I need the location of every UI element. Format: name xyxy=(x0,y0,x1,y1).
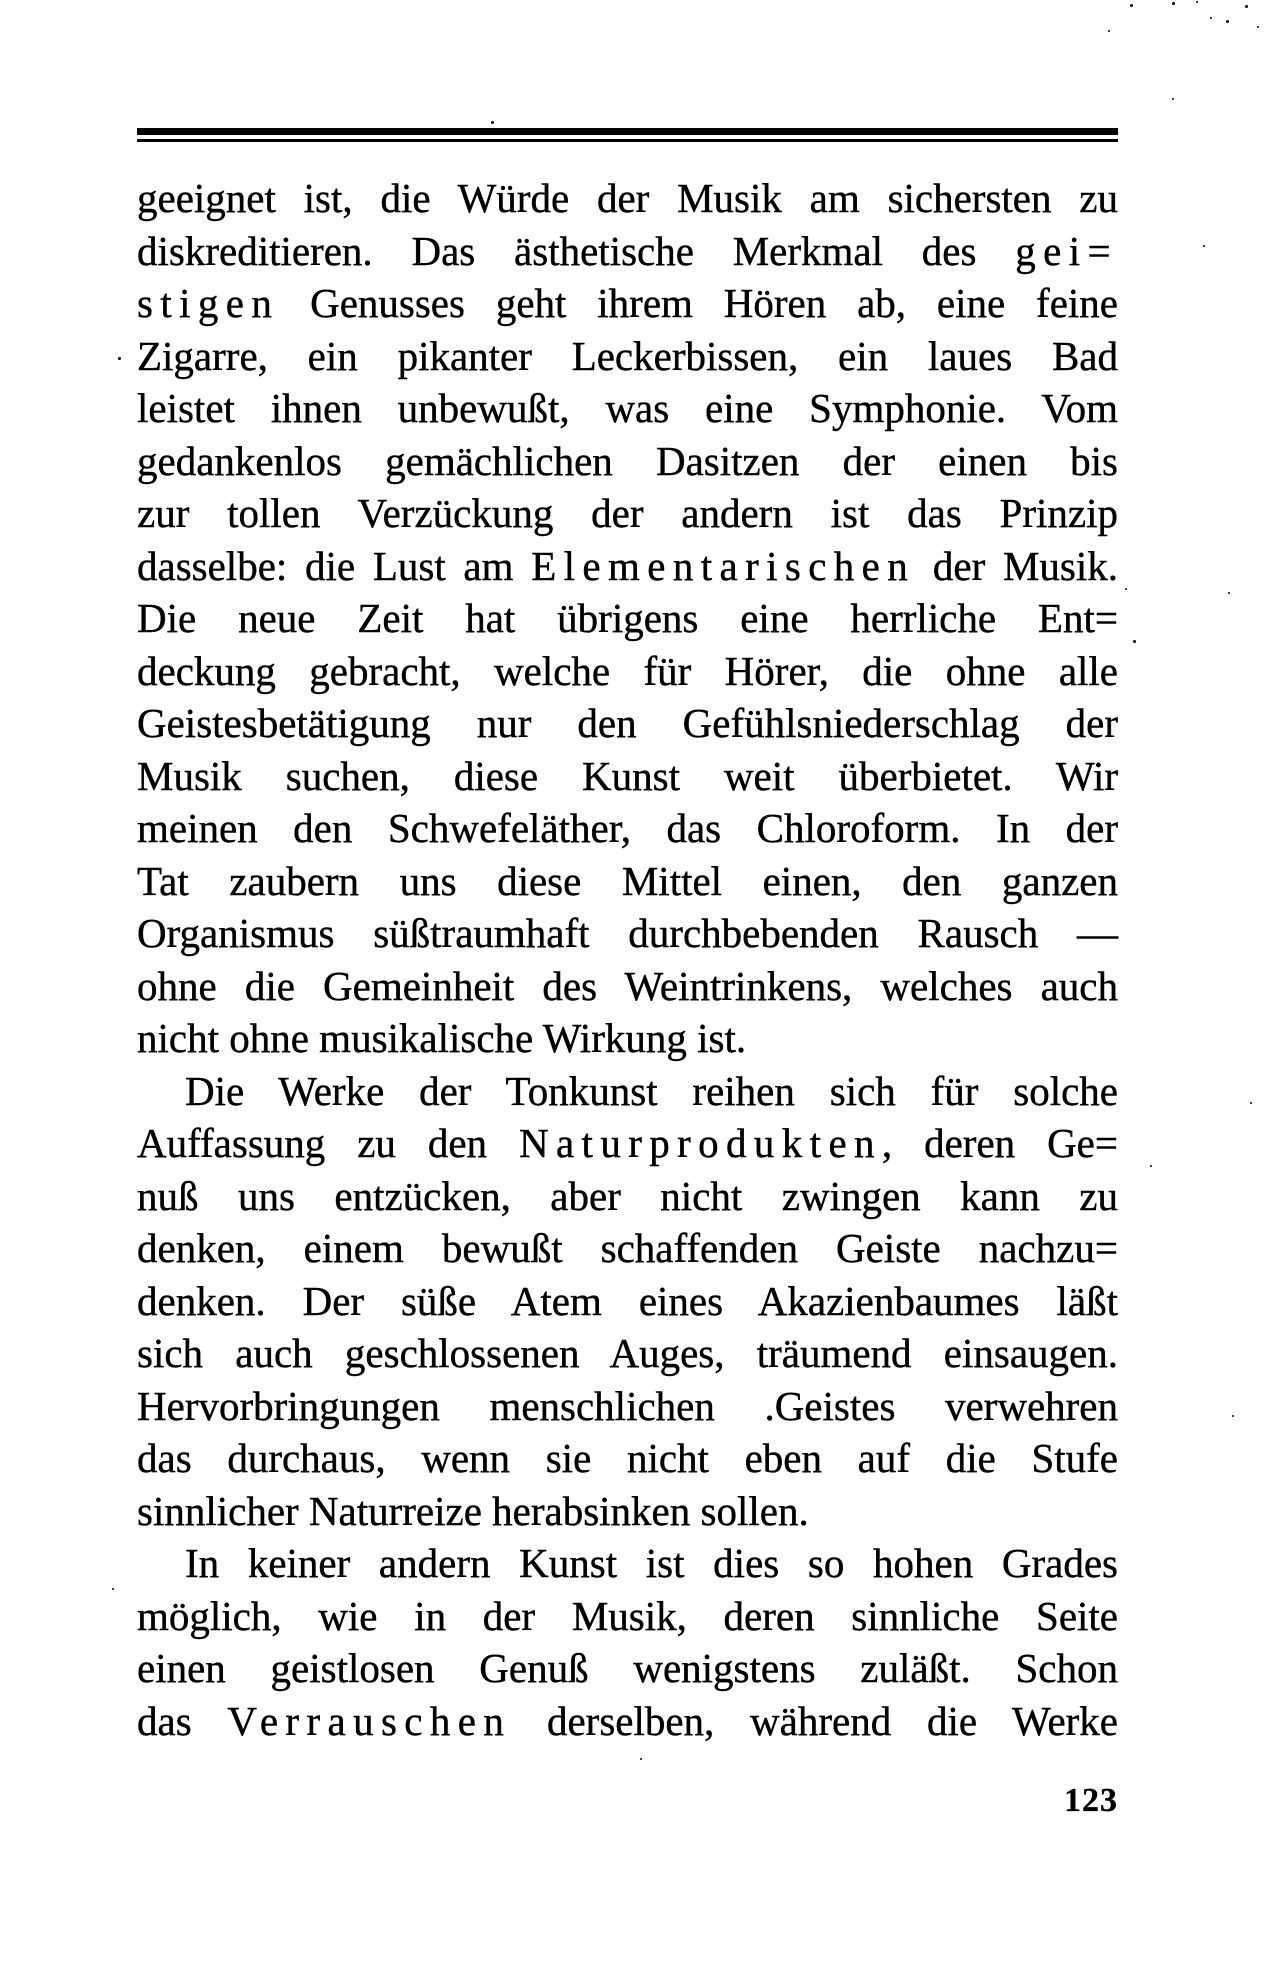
text-line xyxy=(137,540,1118,593)
top-rule-thin xyxy=(137,139,1118,142)
scan-speck xyxy=(1196,1,1198,3)
text-line xyxy=(137,1012,1118,1065)
scan-speck xyxy=(118,357,121,360)
text-segment: Tat zaubern uns diese Mittel einen, den ganzen xyxy=(137,857,1118,904)
scan-speck xyxy=(1228,592,1230,594)
text-line xyxy=(137,592,1118,645)
text-segment: Die Werke der Tonkunst reihen sich für solche xyxy=(185,1067,1118,1114)
text-line xyxy=(137,907,1118,960)
text-line xyxy=(137,802,1118,855)
text-line xyxy=(137,855,1118,908)
scan-speck xyxy=(1150,1165,1152,1167)
text-line xyxy=(137,960,1118,1013)
scan-speck xyxy=(1108,30,1110,32)
letterspaced-word: stigen xyxy=(137,280,280,326)
top-rule-thick xyxy=(137,128,1118,135)
letterspaced-word: Naturprodukten xyxy=(518,1120,882,1166)
text-segment: Hervorbringungen menschlichen .Geistes verwehren xyxy=(137,1382,1118,1429)
paragraph xyxy=(137,1065,1118,1538)
paragraph xyxy=(137,1537,1118,1747)
paragraph xyxy=(137,172,1118,1065)
text-line xyxy=(137,1275,1118,1328)
top-double-rule xyxy=(137,128,1118,142)
text-line xyxy=(137,750,1118,803)
text-segment: diskreditieren. Das ästhetische Merkmal des xyxy=(137,227,1016,274)
text-line xyxy=(137,1327,1118,1380)
letterspaced-word: Verrauschen xyxy=(227,1697,512,1744)
text-segment: sinnlicher Naturreize herabsinken sollen. xyxy=(137,1487,809,1534)
text-line xyxy=(137,172,1118,225)
scan-speck xyxy=(1257,26,1259,28)
text-segment: nicht ohne musikalische Wirkung ist. xyxy=(137,1015,747,1061)
scan-speck xyxy=(1210,17,1212,19)
text-segment: geeignet ist, die Würde der Musik am sichersten zu xyxy=(137,175,1118,221)
text-line xyxy=(137,277,1118,330)
text-segment: möglich, wie in der Musik, deren sinnliche Seite xyxy=(137,1592,1118,1639)
text-line xyxy=(137,1642,1118,1695)
scan-speck xyxy=(1130,4,1133,7)
scan-speck xyxy=(1125,588,1127,590)
text-segment: das durchaus, wenn sie nicht eben auf die Stufe xyxy=(137,1435,1118,1481)
scan-speck xyxy=(491,121,494,124)
text-segment: meinen den Schwefeläther, das Chloroform. In der xyxy=(137,805,1118,851)
text-segment: Organismus süßtraumhaft durchbebenden Rausch — xyxy=(137,910,1118,956)
text-line xyxy=(137,225,1118,278)
text-line xyxy=(137,330,1118,383)
scan-speck xyxy=(640,1758,642,1760)
text-segment: deckung gebracht, welche für Hörer, die ohne alle xyxy=(137,647,1118,694)
scan-speck xyxy=(1203,245,1205,247)
text-segment: Die neue Zeit hat übrigens eine herrliche Ent= xyxy=(137,595,1118,641)
scan-speck xyxy=(1226,20,1229,23)
scan-speck xyxy=(1172,98,1174,100)
text-line xyxy=(137,1222,1118,1275)
text-block xyxy=(137,172,1118,1747)
text-segment: , deren Ge= xyxy=(881,1120,1118,1166)
text-line xyxy=(137,435,1118,488)
text-segment: der Musik. xyxy=(915,542,1118,589)
text-segment: In keiner andern Kunst ist dies so hohen Grades xyxy=(185,1540,1118,1586)
text-segment: sich auch geschlossenen Auges, träumend einsaugen. xyxy=(137,1330,1118,1376)
text-segment: Musik suchen, diese Kunst weit überbietet. Wir xyxy=(137,752,1118,799)
text-line xyxy=(137,1065,1118,1118)
text-segment: dasselbe: die Lust am xyxy=(137,542,532,589)
text-line xyxy=(137,1380,1118,1433)
letterspaced-word: Elementarischen xyxy=(531,542,916,589)
text-line xyxy=(137,697,1118,750)
text-line xyxy=(137,1170,1118,1223)
text-line xyxy=(137,382,1118,435)
scan-speck xyxy=(1172,2,1175,5)
text-segment: leistet ihnen unbewußt, was eine Symphonie. Vom xyxy=(137,385,1118,431)
text-segment: das xyxy=(137,1697,228,1744)
text-segment: derselben, während die Werke xyxy=(511,1697,1119,1744)
text-segment: denken. Der süße Atem eines Akazienbaumes läßt xyxy=(137,1277,1118,1324)
text-segment: denken, einem bewußt schaffenden Geiste nachzu= xyxy=(137,1225,1118,1271)
text-line xyxy=(137,1537,1118,1590)
text-line xyxy=(137,1485,1118,1538)
text-line xyxy=(137,487,1118,540)
scan-speck xyxy=(1250,1102,1252,1104)
scan-speck xyxy=(1133,640,1136,643)
scan-speck xyxy=(1245,5,1248,8)
page-number: 123 xyxy=(1064,1782,1118,1819)
text-line xyxy=(137,1590,1118,1643)
letterspaced-word: gei= xyxy=(1015,227,1118,274)
text-line xyxy=(137,645,1118,698)
text-segment: ohne die Gemeinheit des Weintrinkens, welches auch xyxy=(137,962,1118,1009)
text-line xyxy=(137,1432,1118,1485)
text-segment: Genusses geht ihrem Hören ab, eine feine xyxy=(279,280,1118,326)
text-segment: Zigarre, ein pikanter Leckerbissen, ein laues Bad xyxy=(137,332,1118,379)
text-segment: Geistesbetätigung nur den Gefühlsniederschlag der xyxy=(137,700,1118,746)
text-line xyxy=(137,1695,1118,1748)
text-segment: Auffassung zu den xyxy=(137,1120,519,1166)
scan-speck xyxy=(1232,1415,1234,1417)
text-segment: einen geistlosen Genuß wenigstens zuläßt. Schon xyxy=(137,1645,1118,1691)
text-segment: gedankenlos gemächlichen Dasitzen der einen bis xyxy=(137,437,1118,484)
text-segment: zur tollen Verzückung der andern ist das Prinzip xyxy=(137,490,1118,536)
scan-speck xyxy=(112,1588,114,1590)
text-line xyxy=(137,1117,1118,1170)
text-segment: nuß uns entzücken, aber nicht zwingen kann zu xyxy=(137,1172,1118,1219)
